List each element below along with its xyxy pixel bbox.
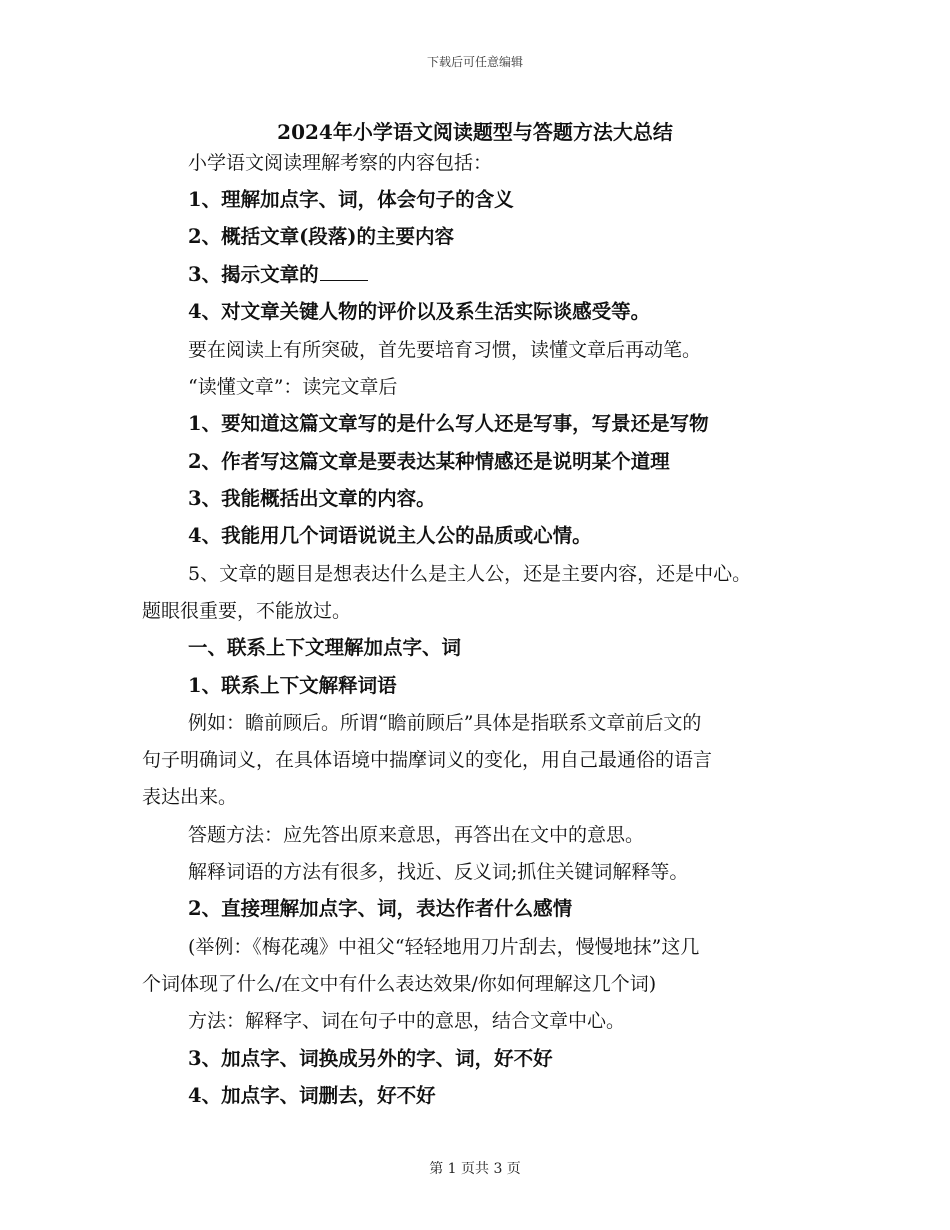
- check-item-5: 5、文章的题目是想表达什么是主人公，还是主要内容，还是中心。: [188, 563, 752, 585]
- answer-method-line: 答题方法：应先答出原来意思，再答出在文中的意思。: [188, 824, 645, 846]
- page-footer: 第 1 页共 3 页: [429, 1161, 521, 1177]
- subsection-4-heading: 4、加点字、词删去，好不好: [188, 1084, 436, 1107]
- example-2-line-cont: 个词体现了什么/在文中有什么表达效果/你如何理解这几个词): [142, 973, 657, 995]
- content-item-4: 4、对文章关键人物的评价以及系生活实际谈感受等。: [188, 300, 651, 323]
- content-item-3-text: 3、揭示文章的: [188, 263, 319, 286]
- fill-in-blank: [320, 262, 368, 281]
- page-header: 下载后可任意编辑: [426, 55, 523, 69]
- subsection-2-heading: 2、直接理解加点字、词，表达作者什么感情: [188, 897, 573, 920]
- check-item-1: 1、要知道这篇文章写的是什么写人还是写事，写景还是写物: [188, 412, 709, 435]
- explain-method-line: 解释词语的方法有很多，找近、反义词;抓住关键词解释等。: [188, 861, 689, 883]
- example-line: 例如：瞻前顾后。所谓“瞻前顾后”具体是指联系文章前后文的: [188, 712, 702, 734]
- content-item-3: [188, 262, 368, 288]
- check-item-2: 2、作者写这篇文章是要表达某种情感还是说明某个道理: [188, 450, 670, 473]
- subsection-3-heading: 3、加点字、词换成另外的字、词，好不好: [188, 1047, 553, 1070]
- intro-line: 小学语文阅读理解考察的内容包括：: [188, 152, 493, 174]
- content-item-2: 2、概括文章(段落)的主要内容: [188, 225, 455, 248]
- method-line: 方法：解释字、词在句子中的意思，结合文章中心。: [188, 1010, 626, 1032]
- check-item-4: 4、我能用几个词语说说主人公的品质或心情。: [188, 524, 592, 547]
- section-1-heading: 一、联系上下文理解加点字、词: [188, 636, 462, 659]
- subsection-1-heading: 1、联系上下文解释词语: [188, 674, 397, 697]
- example-2-line: (举例：《梅花魂》中祖父“轻轻地用刀片刮去，慢慢地抹”这几: [188, 936, 700, 958]
- check-item-3: 3、我能概括出文章的内容。: [188, 487, 436, 510]
- example-line-end: 表达出来。: [142, 786, 238, 808]
- check-item-5-cont: 题眼很重要，不能放过。: [142, 600, 352, 622]
- habit-line: 要在阅读上有所突破，首先要培育习惯，读懂文章后再动笔。: [188, 339, 702, 361]
- content-item-1: 1、理解加点字、词，体会句子的含义: [188, 188, 514, 211]
- understand-heading: “读懂文章”：读完文章后: [188, 376, 398, 398]
- document-title: 2024年小学语文阅读题型与答题方法大总结: [277, 120, 673, 144]
- example-line-cont: 句子明确词义，在具体语境中揣摩词义的变化，用自己最通俗的语言: [142, 749, 713, 771]
